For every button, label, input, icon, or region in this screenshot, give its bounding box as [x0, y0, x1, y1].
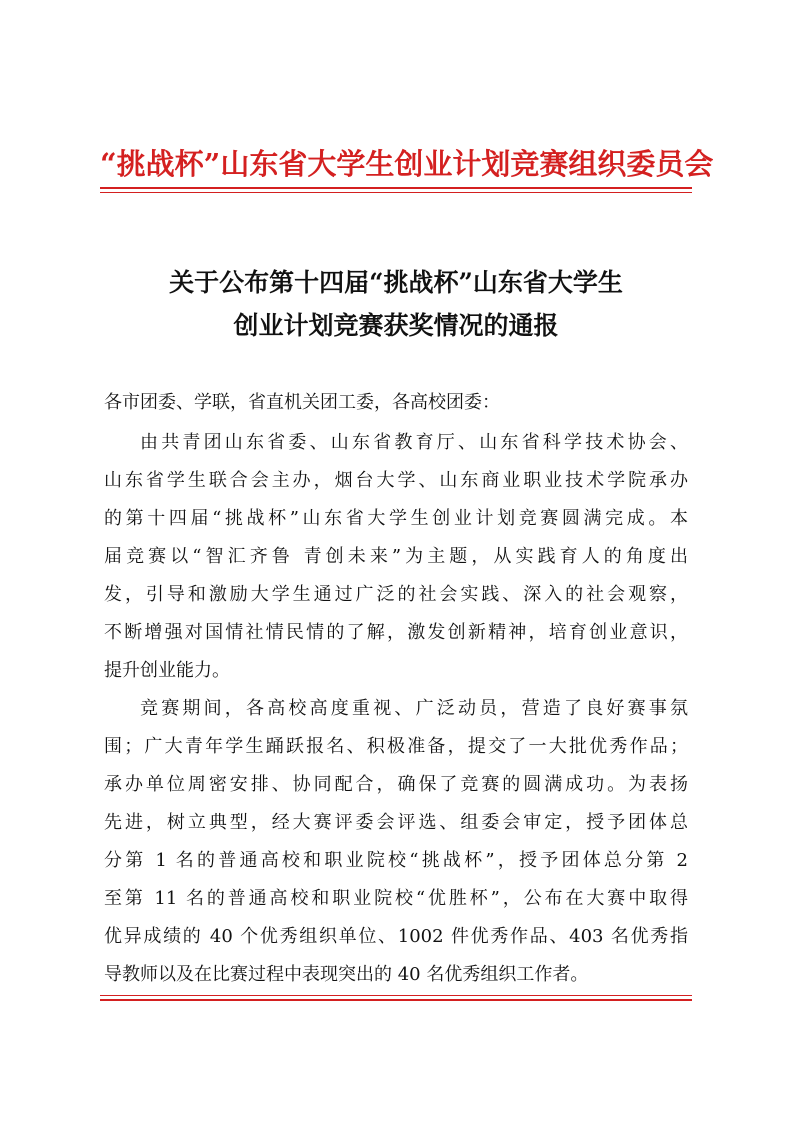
document-title-line-2: 创业计划竞赛获奖情况的通报 [233, 311, 559, 340]
header-rule-thick [100, 187, 692, 189]
paragraph-line: 提升创业能力。 [104, 660, 230, 681]
paragraph-line: 届竞赛以“智汇齐鲁 青创未来”为主题，从实践育人的角度出 [104, 546, 688, 567]
paragraph-line: 先进，树立典型，经大赛评委会评选、组委会审定，授予团体总 [104, 812, 688, 833]
paragraph-line: 山东省学生联合会主办，烟台大学、山东商业职业技术学院承办 [104, 470, 688, 491]
paragraph-line: 导教师以及在比赛过程中表现突出的 40 名优秀组织工作者。 [104, 964, 589, 985]
salutation: 各市团委、学联，省直机关团工委，各高校团委： [104, 392, 500, 413]
paragraph-line: 承办单位周密安排、协同配合，确保了竞赛的圆满成功。为表扬 [104, 774, 688, 795]
paragraph-line: 由共青团山东省委、山东省教育厅、山东省科学技术协会、 [140, 432, 688, 453]
paragraph-line: 围；广大青年学生踊跃报名、积极准备，提交了一大批优秀作品； [104, 736, 688, 757]
paragraph-line: 优异成绩的 40 个优秀组织单位、1002 件优秀作品、403 名优秀指 [104, 926, 688, 947]
paragraph-line: 分第 1 名的普通高校和职业院校“挑战杯”，授予团体总分第 2 [104, 850, 688, 871]
footer-rule-thin [100, 995, 692, 996]
document-title-line-1: 关于公布第十四届“挑战杯”山东省大学生 [169, 268, 623, 297]
paragraph-line: 不断增强对国情社情民情的了解，激发创新精神，培育创业意识， [104, 622, 688, 643]
footer-rule-thick [100, 999, 692, 1001]
paragraph-line: 的第十四届“挑战杯”山东省大学生创业计划竞赛圆满完成。本 [104, 508, 688, 529]
paragraph-line: 至第 11 名的普通高校和职业院校“优胜杯”，公布在大赛中取得 [104, 888, 688, 909]
paragraph-line: 竞赛期间，各高校高度重视、广泛动员，营造了良好赛事氛 [140, 698, 688, 719]
header-rule-thin [100, 192, 692, 193]
org-header: “挑战杯”山东省大学生创业计划竞赛组织委员会 [100, 147, 714, 181]
paragraph-line: 发，引导和激励大学生通过广泛的社会实践、深入的社会观察， [104, 584, 688, 605]
